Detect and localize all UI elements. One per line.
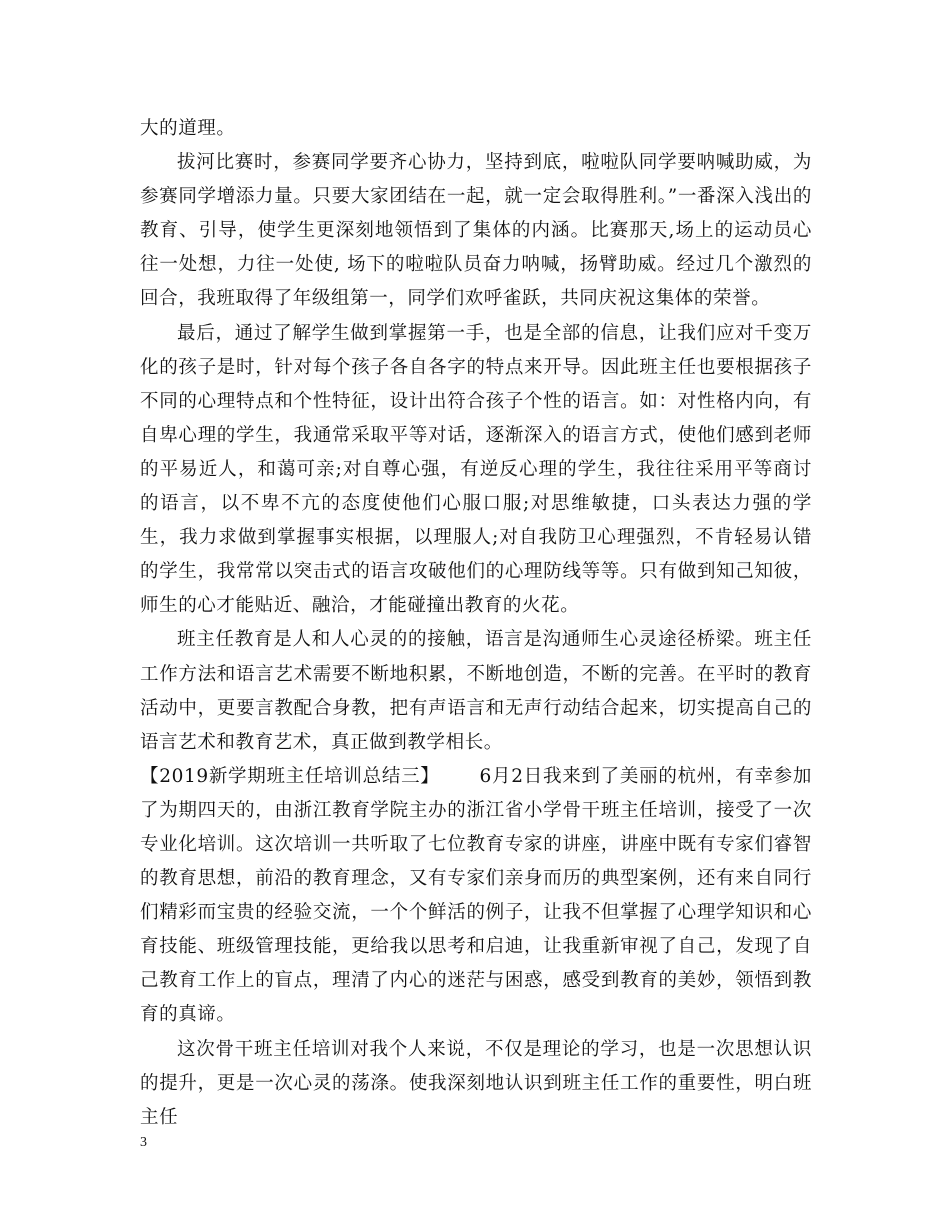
- document-body: [140, 112, 812, 1135]
- paragraph-training-reflection: 这次骨干班主任培训对我个人来说，不仅是理论的学习，也是一次思想认识的提升，更是一次心灵的荡涤。使我深刻地认识到班主任工作的重要性，明白班主任: [140, 1038, 812, 1128]
- paragraph-section-three: [140, 760, 812, 1033]
- section-paragraph: 6月2日我来到了美丽的杭州，有幸参加了为期四天的，由浙江教育学院主办的浙江省小学骨干班主任培训，接受了一次专业化培训。这次培训一共听取了七位教育专家的讲座，讲座中既有专家们睿智的教育思想，前沿的教育理念，又有专家们亲身而历的典型案例，还有来自同行们精彩而宝贵的经验交流，一个个鲜活的例子，让我不但掌握了心理学知识和心育技能、班级管理技能，更给我以思考和启迪，让我重新审视了自己，发现了自己教育工作上的盲点，理清了内心的迷茫与困惑，感受到教育的美妙，领悟到教育的真谛。: [140, 765, 812, 1026]
- page-number: 3: [140, 1135, 147, 1150]
- paragraph-tug-of-war: 拔河比赛时，参赛同学要齐心协力，坚持到底，啦啦队同学要呐喊助威，为参赛同学增添力量。只要大家团结在一起，就一定会取得胜利。”一番深入浅出的教育、引导，使学生更深刻地领悟到了集体的内涵。比赛那天,场上的运动员心往一处想，力往一处使, 场下的啦啦队员奋力呐喊，扬臂助威。经过几个激烈的回合，我班取得了年级组第一，同学们欢呼雀跃，共同庆祝这集体的荣誉。: [140, 152, 812, 310]
- paragraph-teacher-education: 班主任教育是人和人心灵的的接触，语言是沟通师生心灵途径桥梁。班主任工作方法和语言艺术需要不断地积累，不断地创造，不断的完善。在平时的教育活动中，更要言教配合身教，把有声语言和无声行动结合起来，切实提高自己的语言艺术和教育艺术，真正做到教学相长。: [140, 629, 812, 753]
- paragraph-finally: 最后，通过了解学生做到掌握第一手，也是全部的信息，让我们应对千变万化的孩子是时，针对每个孩子各自各字的特点来开导。因此班主任也要根据孩子不同的心理特点和个性特征，设计出符合孩子个性的语言。如：对性格内向，有自卑心理的学生，我通常采取平等对话，逐渐深入的语言方式，使他们感到老师的平易近人，和蔼可亲;对自尊心强，有逆反心理的学生，我往往采用平等商讨的语言，以不卑不亢的态度使他们心服口服;对思维敏捷，口头表达力强的学生，我力求做到掌握事实根据，以理服人;对自我防卫心理强烈，不肯轻易认错的学生，我常常以突击式的语言攻破他们的心理防线等等。只有做到知己知彼，师生的心才能贴近、融洽，才能碰撞出教育的火花。: [140, 322, 812, 617]
- section-title: 【2019新学期班主任培训总结三】: [140, 765, 440, 787]
- paragraph-continuation: 大的道理。: [140, 118, 236, 139]
